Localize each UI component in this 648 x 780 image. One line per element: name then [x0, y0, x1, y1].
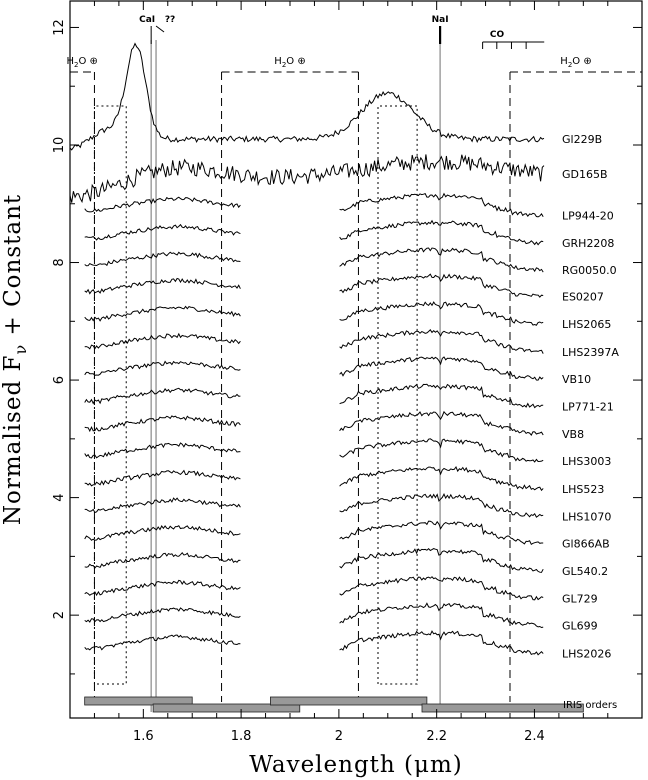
series-label: GL540.2	[562, 565, 609, 579]
series-label: LHS2065	[562, 318, 612, 332]
water-label-main: H	[274, 56, 282, 67]
spectrum-line	[85, 494, 544, 517]
spectrum-line	[85, 248, 544, 272]
y-tick-label: 6	[52, 375, 67, 385]
spectrum-line	[85, 384, 544, 407]
x-tick-label: 1.8	[230, 729, 252, 744]
spectrum-line	[85, 631, 544, 655]
series-label: VB10	[562, 372, 592, 386]
spectrum-line	[70, 44, 544, 150]
water-label-sub: 2	[74, 61, 79, 69]
spectrum-line	[70, 154, 544, 202]
spectrum-line	[85, 467, 544, 490]
series-label: Gl866AB	[562, 537, 610, 551]
y-tick-label: 12	[52, 19, 67, 36]
series-label: GL699	[562, 619, 598, 633]
y-tick-label: 8	[52, 258, 67, 267]
water-label-sub: 2	[567, 61, 573, 69]
spectrum-line	[85, 330, 544, 354]
cai-label: CaI	[139, 15, 156, 25]
series-labels-layer	[562, 133, 619, 660]
series-label: VB8	[562, 428, 585, 442]
spectrum-line	[85, 357, 544, 380]
water-band-label	[560, 56, 591, 69]
series-label: LP771-21	[562, 400, 614, 414]
water-band-label	[67, 56, 98, 69]
y-tick-label: 2	[52, 611, 67, 620]
water-label-main: H	[66, 56, 75, 67]
x-tick-label: 2.2	[426, 729, 448, 744]
y-axis-title-sub: ν	[11, 343, 30, 355]
series-label: GRH2208	[562, 237, 615, 251]
co-label: CO	[489, 30, 505, 40]
y-tick-label: 4	[52, 493, 67, 502]
feature-markers-layer	[67, 15, 592, 69]
series-label: LHS1070	[562, 510, 612, 524]
series-label: RG0050.0	[562, 264, 617, 278]
unknown-feature-marker	[156, 26, 164, 32]
iris-order-bar	[422, 704, 583, 712]
series-label: LP944-20	[562, 209, 614, 223]
dotted-box	[378, 106, 417, 684]
nai-label: NaI	[431, 15, 449, 25]
spectra-layer	[70, 44, 544, 655]
spectrum-line	[85, 439, 544, 462]
spectrum-line	[85, 603, 544, 627]
water-band-label	[274, 56, 305, 69]
water-label-main: H	[560, 56, 568, 67]
axes-layer	[52, 1, 642, 744]
spectrum-line	[85, 302, 544, 325]
series-label: LHS2397A	[562, 345, 619, 359]
series-label: Gl229B	[562, 133, 603, 147]
water-label-suffix: O ⊕	[78, 56, 98, 67]
spectrum-line	[85, 194, 544, 217]
series-label: LHS3003	[562, 455, 612, 469]
y-tick-label: 10	[52, 136, 67, 154]
water-label-sub: 2	[281, 61, 287, 69]
spectrum-line	[85, 412, 544, 435]
dotted-box	[94, 106, 126, 684]
iris-orders-layer	[85, 697, 618, 712]
spectrum-line	[85, 521, 544, 544]
x-axis-title: Wavelength (μm)	[249, 752, 463, 778]
water-label-suffix: O ⊕	[286, 56, 306, 67]
iris-orders-label: IRIS orders	[563, 700, 618, 711]
x-tick-label: 1.6	[132, 729, 154, 744]
x-tick-label: 2.4	[524, 729, 545, 744]
series-label: GD165B	[562, 167, 608, 181]
series-label: LHS523	[562, 482, 605, 496]
y-axis-title-main: Normalised F	[0, 354, 26, 526]
spectrum-line	[85, 577, 544, 600]
x-tick-label: 2	[334, 729, 344, 744]
iris-order-bar	[270, 697, 426, 705]
series-label: ES0207	[562, 290, 604, 304]
spectrum-line	[85, 221, 544, 245]
water-label-suffix: O ⊕	[572, 56, 592, 67]
y-axis-title	[0, 194, 30, 525]
unknown-feature-label: ??	[164, 15, 176, 25]
spectrum-line	[85, 274, 544, 297]
y-axis-title-suffix: + Constant	[0, 193, 26, 344]
series-label: LHS2026	[562, 647, 612, 661]
spectrum-line	[85, 549, 544, 573]
series-label: GL729	[562, 592, 598, 606]
